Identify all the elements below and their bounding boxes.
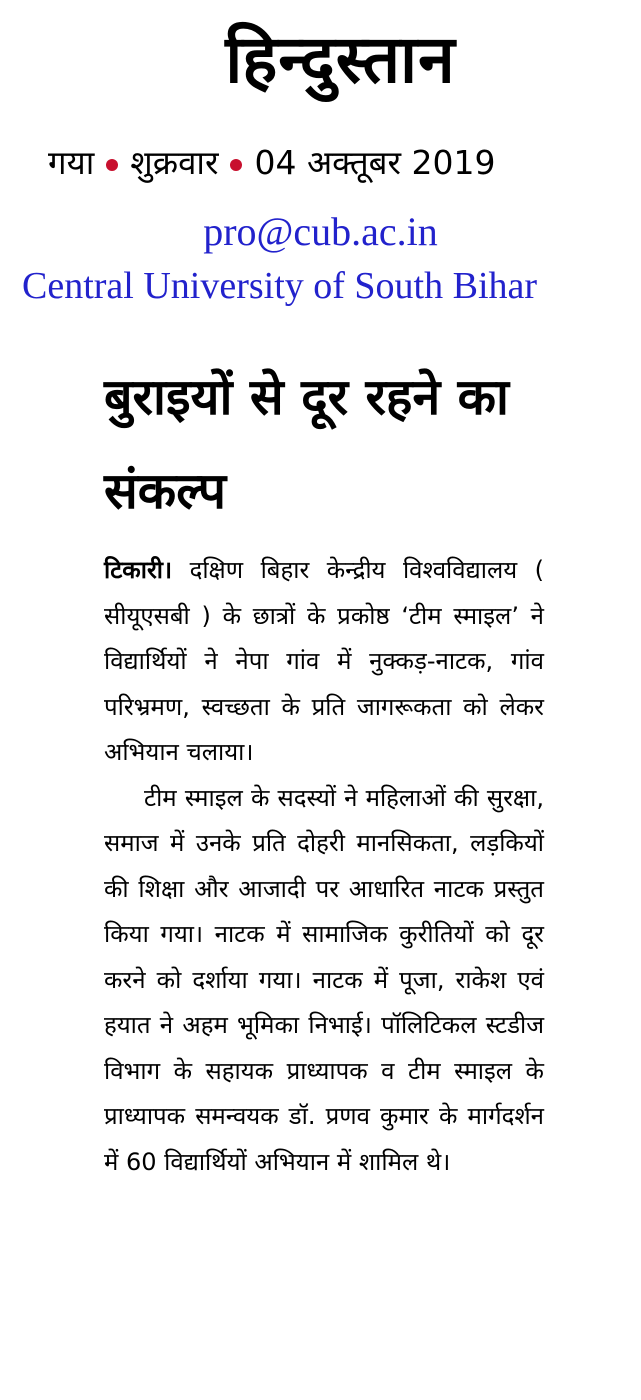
source-email: pro@cub.ac.in [203, 209, 438, 254]
article-paragraph-1 [104, 548, 544, 776]
dateline-day: शुक्रवार [130, 143, 219, 182]
dateline-city: गया [48, 143, 95, 182]
bullet-dot-icon [230, 159, 242, 171]
masthead [0, 8, 641, 112]
dateline [48, 140, 495, 186]
article-paragraph-2: टीम स्माइल के सदस्यों ने महिलाओं की सुरक्षा, समाज में उनके प्रति दोहरी मानसिकता, लड़कियों की शिक्षा और आजादी पर आधारित नाटक प्रस्तुत किया गया। नाटक में सामाजिक कुरीतियों को दूर करने को दर्शाया गया। नाटक में पूजा, राकेश एवं हयात ने अहम भूमिका निभाई। पॉलिटिकल स्टडीज विभाग के सहायक प्राध्यापक व टीम स्माइल के प्राध्यापक समन्वयक डॉ. प्रणव कुमार के मार्गदर्शन में 60 विद्यार्थियों अभियान में शामिल थे। [104, 783, 544, 1176]
article-paragraph-1-text: दक्षिण बिहार केन्द्रीय विश्वविद्यालय ( सीयूएसबी ) के छात्रों के प्रकोष्ठ ‘टीम स्माइल’ ने विद्यार्थियों ने नेपा गांव में नुक्कड़-नाटक, गांव परिभ्रमण, स्वच्छता के प्रति जागरूकता को लेकर अभियान चलाया। [104, 556, 544, 766]
article-byline: टिकारी। [104, 556, 173, 584]
dateline-date: 04 अक्तूबर 2019 [254, 143, 496, 182]
article-headline: बुराइयों से दूर रहने का संकल्प [104, 368, 509, 520]
newspaper-title: हिन्दुस्तान [225, 21, 456, 98]
article-body [104, 548, 544, 1185]
source-university: Central University of South Bihar [22, 265, 538, 307]
bullet-dot-icon [106, 159, 118, 171]
